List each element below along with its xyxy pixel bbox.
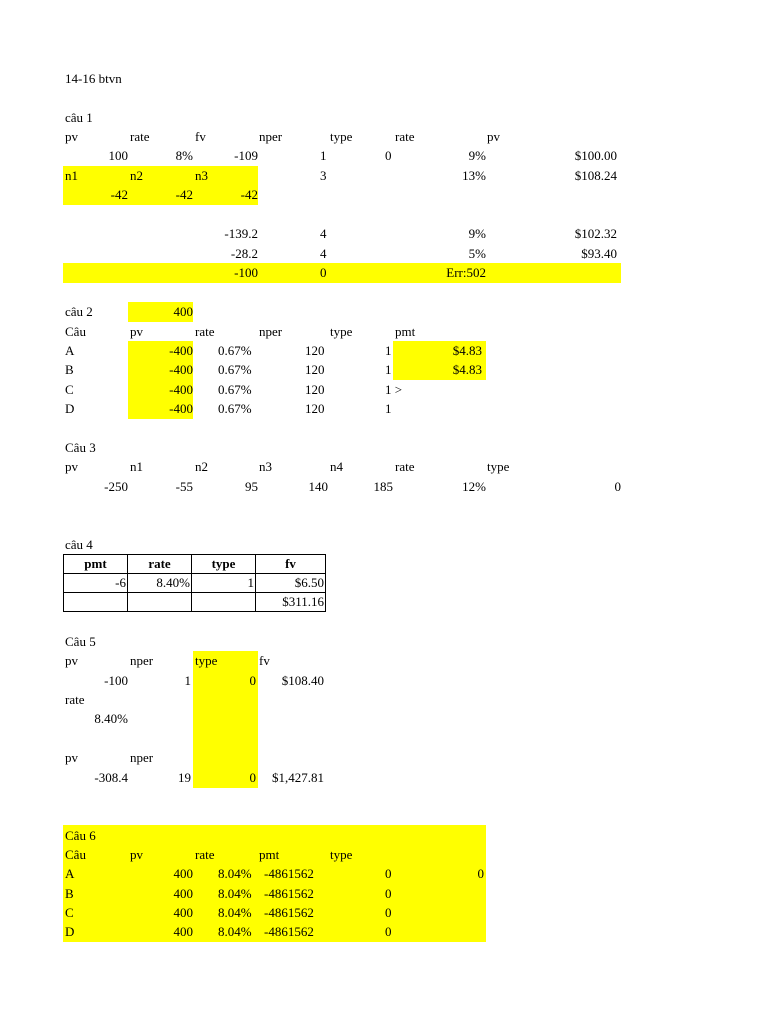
q2-header-cau: Câu bbox=[65, 324, 86, 339]
q1-header-nper: nper bbox=[259, 129, 283, 144]
q4-header-rate: rate bbox=[128, 555, 192, 574]
q6-row-a-pmt: -4861562 bbox=[264, 866, 314, 881]
q3-header-n2: n2 bbox=[195, 459, 208, 474]
q1-header-fv: fv bbox=[195, 129, 206, 144]
q6-row-a-extra: 0 bbox=[477, 866, 484, 881]
q6-row-d-pv: 400 bbox=[173, 924, 193, 939]
q2-row-a-rate: 0.67% bbox=[218, 343, 252, 358]
q1-r6-nper: 0 bbox=[320, 265, 327, 280]
q2-label: câu 2 bbox=[65, 304, 93, 319]
q4-r1-fv: $6.50 bbox=[256, 574, 326, 593]
q1-header-rate: rate bbox=[130, 129, 150, 144]
q1-r5-rate2: 5% bbox=[468, 246, 486, 261]
q5-value-type: 0 bbox=[249, 673, 256, 688]
q6-row-c-pmt: -4861562 bbox=[264, 905, 314, 920]
q4-label: câu 4 bbox=[65, 537, 93, 552]
q5-value2-fv: $1,427.81 bbox=[272, 770, 324, 785]
q2-row-c-cau: C bbox=[65, 382, 74, 397]
q3-value-pv: -250 bbox=[104, 479, 128, 494]
q3-value-type: 0 bbox=[614, 479, 621, 494]
q5-header-nper: nper bbox=[130, 653, 154, 668]
q1-r5-pv2: $93.40 bbox=[581, 246, 617, 261]
q1-r3-n1: -42 bbox=[110, 187, 128, 202]
q1-r4-nper: 4 bbox=[320, 226, 327, 241]
q6-header-pmt: pmt bbox=[259, 847, 280, 862]
q1-r4-rate2: 9% bbox=[468, 226, 486, 241]
q6-row-b-type: 0 bbox=[385, 886, 392, 901]
q6-row-a-type: 0 bbox=[385, 866, 392, 881]
q5-value-fv: $108.40 bbox=[281, 673, 324, 688]
q3-value-rate: 12% bbox=[462, 479, 486, 494]
q2-row-b-type: 1 bbox=[385, 362, 392, 377]
q5-label: Câu 5 bbox=[65, 634, 96, 649]
q4-r2-rate bbox=[128, 593, 192, 612]
q1-r6-error: Err:502 bbox=[446, 265, 486, 280]
q6-header-rate: rate bbox=[195, 847, 215, 862]
q2-header-pmt: pmt bbox=[395, 324, 416, 339]
q1-r4-fv: -139.2 bbox=[224, 226, 258, 241]
q3-value-n1: -55 bbox=[175, 479, 193, 494]
q5-value2-pv: -308.4 bbox=[94, 770, 128, 785]
q3-header-n3: n3 bbox=[259, 459, 272, 474]
q5-header2-nper: nper bbox=[130, 750, 154, 765]
q6-row-b-rate: 8.04% bbox=[218, 886, 252, 901]
q4-row-1 bbox=[64, 574, 326, 593]
q6-row-a-pv: 400 bbox=[173, 866, 193, 881]
q6-label: Câu 6 bbox=[65, 828, 96, 843]
q1-r1-pv2: $100.00 bbox=[574, 148, 617, 163]
q6-row-b-pv: 400 bbox=[173, 886, 193, 901]
q2-row-b-cau: B bbox=[65, 362, 74, 377]
q1-r6-fv: -100 bbox=[234, 265, 258, 280]
q1-r2-rate2: 13% bbox=[462, 168, 486, 183]
q2-row-d-pv: -400 bbox=[169, 401, 193, 416]
q4-header-pmt: pmt bbox=[64, 555, 128, 574]
q6-row-c-type: 0 bbox=[385, 905, 392, 920]
q3-header-pv: pv bbox=[65, 459, 78, 474]
q5-value2-nper: 19 bbox=[178, 770, 191, 785]
q2-row-a-pmt: $4.83 bbox=[452, 343, 482, 358]
q4-r1-type: 1 bbox=[192, 574, 256, 593]
q1-r2-nper: 3 bbox=[320, 168, 327, 183]
q3-header-type: type bbox=[487, 459, 510, 474]
q4-r2-type bbox=[192, 593, 256, 612]
q6-row-d-pmt: -4861562 bbox=[264, 924, 314, 939]
q6-row-c-pv: 400 bbox=[173, 905, 193, 920]
q2-header-nper: nper bbox=[259, 324, 283, 339]
q6-header-cau: Câu bbox=[65, 847, 86, 862]
q6-row-d-rate: 8.04% bbox=[218, 924, 252, 939]
q6-row-a-cau: A bbox=[65, 866, 75, 881]
q3-value-n3: 140 bbox=[308, 479, 328, 494]
q2-row-c-nper: 120 bbox=[305, 382, 325, 397]
q2-row-a-pv: -400 bbox=[169, 343, 193, 358]
q2-row-d-cau: D bbox=[65, 401, 75, 416]
q2-row-d-nper: 120 bbox=[305, 401, 325, 416]
q6-header-pv: pv bbox=[130, 847, 143, 862]
q5-header-pv: pv bbox=[65, 653, 78, 668]
q2-row-a-nper: 120 bbox=[305, 343, 325, 358]
q3-header-n4: n4 bbox=[330, 459, 343, 474]
q1-r5-nper: 4 bbox=[320, 246, 327, 261]
q6-row-c-rate: 8.04% bbox=[218, 905, 252, 920]
q6-row-d-type: 0 bbox=[385, 924, 392, 939]
q1-r4-pv2: $102.32 bbox=[574, 226, 617, 241]
q2-row-b-pmt: $4.83 bbox=[452, 362, 482, 377]
q1-r1-fv: -109 bbox=[234, 148, 258, 163]
q1-r2-pv2: $108.24 bbox=[574, 168, 617, 183]
q6-row-d-cau: D bbox=[65, 924, 75, 939]
q6-row-c-cau: C bbox=[65, 905, 74, 920]
q6-row-b-pmt: -4861562 bbox=[264, 886, 314, 901]
q5-header2-pv: pv bbox=[65, 750, 78, 765]
q1-header-pv2: pv bbox=[487, 129, 500, 144]
q4-r1-rate: 8.40% bbox=[128, 574, 192, 593]
q4-r2-pmt bbox=[64, 593, 128, 612]
q2-row-b-rate: 0.67% bbox=[218, 362, 252, 377]
q5-header-type: type bbox=[195, 653, 218, 668]
q2-header-rate: rate bbox=[195, 324, 215, 339]
q3-label: Câu 3 bbox=[65, 440, 96, 455]
q5-rate-label: rate bbox=[65, 692, 85, 707]
q2-row-b-nper: 120 bbox=[305, 362, 325, 377]
q1-r3-n2: -42 bbox=[175, 187, 193, 202]
q2-row-c-pv: -400 bbox=[169, 382, 193, 397]
q4-header-fv: fv bbox=[256, 555, 326, 574]
q3-value-n4: 185 bbox=[373, 479, 393, 494]
q1-r1-pv: 100 bbox=[108, 148, 128, 163]
q1-r1-rate: 8% bbox=[175, 148, 193, 163]
q1-r2-n3: n3 bbox=[195, 168, 208, 183]
q2-row-d-type: 1 bbox=[385, 401, 392, 416]
q1-header-pv: pv bbox=[65, 129, 78, 144]
q2-row-d-rate: 0.67% bbox=[218, 401, 252, 416]
q1-r5-fv: -28.2 bbox=[230, 246, 258, 261]
q4-header-type: type bbox=[192, 555, 256, 574]
q6-row-b-cau: B bbox=[65, 886, 74, 901]
q1-header-rate2: rate bbox=[395, 129, 415, 144]
q4-r1-pmt: -6 bbox=[64, 574, 128, 593]
sheet-title: 14-16 btvn bbox=[65, 71, 122, 86]
q2-row-c-rate: 0.67% bbox=[218, 382, 252, 397]
q1-r3-n3: -42 bbox=[240, 187, 258, 202]
q2-row-a-cau: A bbox=[65, 343, 75, 358]
q4-row-2 bbox=[64, 593, 326, 612]
q6-row-a-rate: 8.04% bbox=[218, 866, 252, 881]
q1-r1-rate2: 9% bbox=[468, 148, 486, 163]
q1-label: câu 1 bbox=[65, 110, 93, 125]
q2-value: 400 bbox=[173, 304, 193, 319]
q5-header-fv: fv bbox=[259, 653, 270, 668]
q2-row-c-type: 1 > bbox=[385, 382, 403, 397]
q2-header-type: type bbox=[330, 324, 353, 339]
q1-r2-n2: n2 bbox=[130, 168, 143, 183]
q1-r1-type: 0 bbox=[385, 148, 392, 163]
q1-header-type: type bbox=[330, 129, 353, 144]
q4-r2-fv: $311.16 bbox=[256, 593, 326, 612]
q5-rate-value: 8.40% bbox=[94, 711, 128, 726]
q6-header-type: type bbox=[330, 847, 353, 862]
q4-table bbox=[63, 554, 326, 612]
q1-r1-nper: 1 bbox=[320, 148, 327, 163]
q2-header-pv: pv bbox=[130, 324, 143, 339]
q2-row-a-type: 1 bbox=[385, 343, 392, 358]
q5-value-nper: 1 bbox=[184, 673, 191, 688]
q3-header-rate: rate bbox=[395, 459, 415, 474]
q2-row-b-pv: -400 bbox=[169, 362, 193, 377]
q5-value-pv: -100 bbox=[104, 673, 128, 688]
q4-header-row bbox=[64, 555, 326, 574]
q1-r2-n1: n1 bbox=[65, 168, 78, 183]
q3-value-n2: 95 bbox=[245, 479, 258, 494]
q3-header-n1: n1 bbox=[130, 459, 143, 474]
q5-value2-type: 0 bbox=[249, 770, 256, 785]
